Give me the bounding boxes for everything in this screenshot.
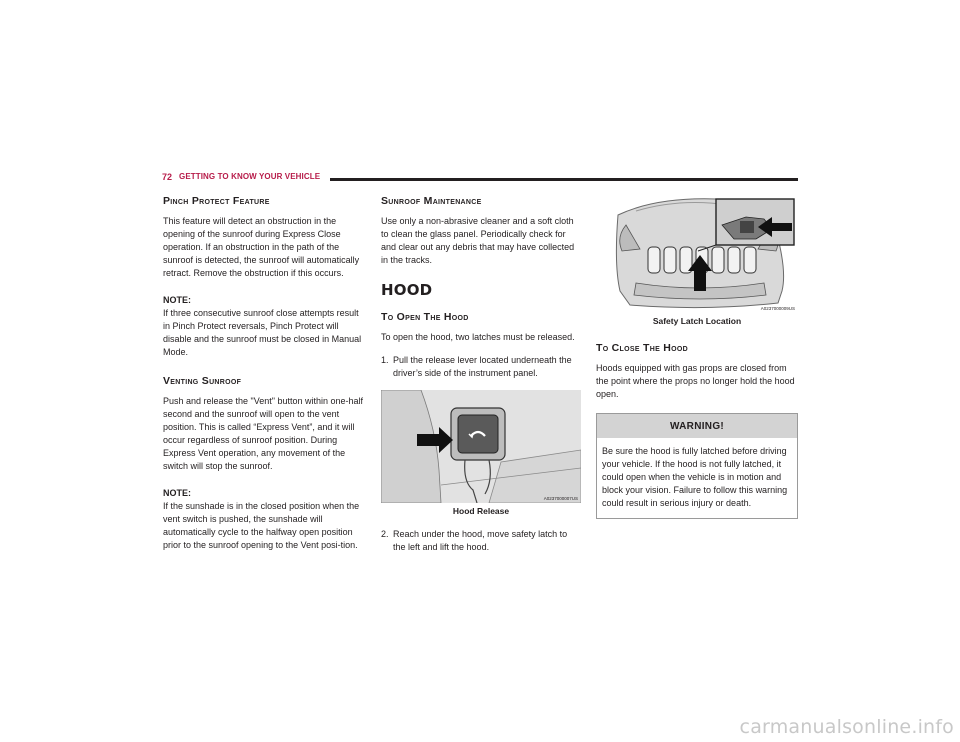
note-label: NOTE: [163,488,191,498]
figure-code: A0237000007US [543,496,578,501]
page-number: 72 [162,172,173,182]
sunroof-maintenance-heading: Sunroof Maintenance [381,195,482,207]
column-left [163,195,365,552]
step-2 [381,528,581,554]
watermark: carmanualsonline.info [739,716,954,738]
note-label: NOTE: [163,295,191,305]
figure-caption: Safety Latch Location [652,316,742,326]
figure-caption: Hood Release [452,506,510,516]
pinch-protect-body: This feature will detect an obstruction in the opening of the sunroof during Express Close operation. If an obstruction in the path of the sunroof is detected, the sunroof will automatically retract. Remove the obstruction if this occurs. [163,216,360,278]
hood-release-figure [381,390,581,503]
venting-sunroof-heading: Venting Sunroof [163,375,242,387]
pinch-protect-heading: Pinch Protect Feature [163,195,270,207]
venting-sunroof-body: Push and release the "Vent" button within one-half second and the sunroof will open to the vent position. This is called “Express Vent”, and it will occur regardless of sunroof position. During Express Vent operation, any movement of the switch will stop the sunroof. [163,396,364,471]
page-header [162,172,798,186]
safety-latch-illustration [596,195,798,313]
safety-latch-figure [596,195,798,313]
open-hood-heading: To Open The Hood [381,311,469,323]
warning-body: Be sure the hood is fully latched before driving your vehicle. If the hood is not fully latched, it could open when the vehicle is in motion and block your vision. Failure to follow this warning could result in serious injury or death. [602,446,788,508]
warning-box [596,413,798,519]
note-body: If the sunshade is in the closed position when the vent switch is pushed, the sunshade will automatically cycle to the halfway open position prior to the sunroof opening to the Vent posi-tion. [163,501,360,550]
note-body: If three consecutive sunroof close attempts result in Pinch Protect reversals, Pinch Protect will disable and the sunroof must be closed in Manual Mode. [163,308,362,357]
column-middle [381,195,581,554]
step-1 [381,354,581,380]
section-title: GETTING TO KNOW YOUR VEHICLE [179,172,321,181]
hood-release-illustration [381,390,581,503]
step-text: Reach under the hood, move safety latch to the left and lift the hood. [393,529,568,552]
step-number: 2. [381,529,389,539]
figure-code: A0237000009US [760,306,795,311]
step-text: Pull the release lever located underneath the driver’s side of the instrument panel. [393,355,572,378]
header-rule [330,178,798,181]
warning-title: WARNING! [597,414,797,438]
close-hood-body: Hoods equipped with gas props are closed from the point where the props no longer hold the hood open. [596,363,795,399]
step-number: 1. [381,355,389,365]
sunroof-maintenance-body: Use only a non-abrasive cleaner and a soft cloth to clean the glass panel. Periodically check for and clear out any debris that may have collected in the tracks. [381,216,575,265]
close-hood-heading: To Close The Hood [596,342,689,354]
hood-heading: HOOD [381,281,433,299]
open-hood-body: To open the hood, two latches must be released. [381,332,575,342]
column-right [596,195,798,519]
